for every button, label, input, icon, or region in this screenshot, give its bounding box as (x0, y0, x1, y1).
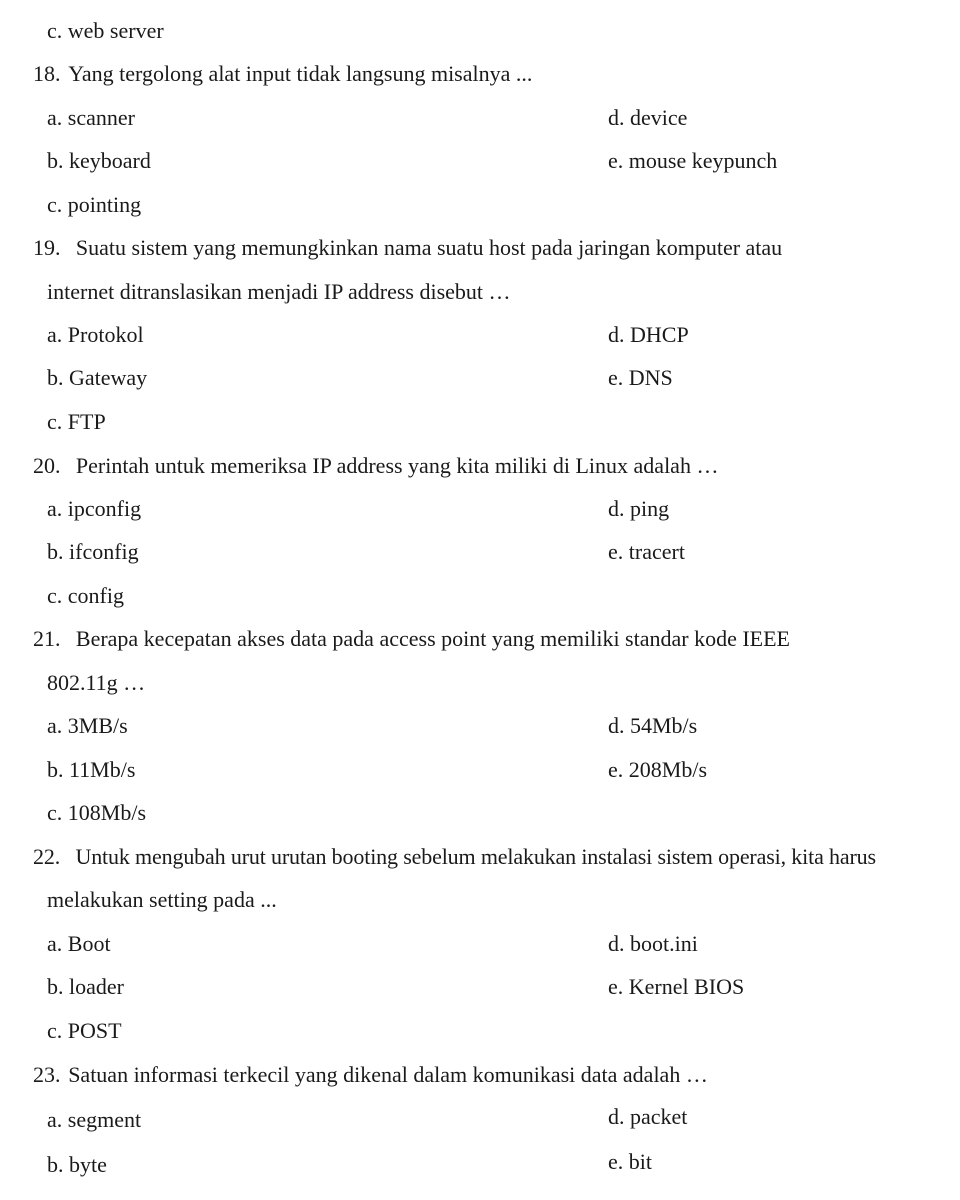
option-d: d. ping (608, 496, 670, 521)
question-number: 22. (33, 844, 61, 869)
question-text: Suatu sistem yang memungkinkan nama suatu host pada jaringan komputer atau (75, 235, 783, 260)
question-number: 20. (33, 453, 61, 478)
question-22 (33, 844, 876, 870)
question-text-continued: internet ditranslasikan menjadi IP address disebut … (47, 279, 511, 304)
option-b: b. loader (47, 974, 124, 999)
option-e: e. 208Mb/s (608, 757, 707, 782)
question-text: Satuan informasi terkecil yang dikenal dalam komunikasi data adalah … (68, 1062, 708, 1087)
option-d: d. device (608, 105, 688, 130)
prev-question-option-c: c. web server (47, 18, 164, 43)
question-number: 19. (33, 235, 61, 260)
question-text: Untuk mengubah urut urutan booting sebelum melakukan instalasi sistem operasi, kita harus (75, 844, 876, 869)
option-e: e. DNS (608, 365, 673, 390)
option-b: b. 11Mb/s (47, 757, 136, 782)
option-e: e. bit (608, 1149, 652, 1174)
option-a: a. scanner (47, 105, 135, 130)
question-19 (33, 235, 782, 261)
option-e: e. Kernel BIOS (608, 974, 745, 999)
option-d: d. packet (608, 1104, 688, 1129)
option-b: b. keyboard (47, 148, 151, 173)
option-d: d. DHCP (608, 322, 689, 347)
option-c: c. config (47, 583, 124, 608)
question-text-continued: 802.11g … (47, 670, 146, 695)
option-c: c. POST (47, 1018, 122, 1043)
option-e: e. tracert (608, 539, 685, 564)
option-e: e. mouse keypunch (608, 148, 778, 173)
option-a: a. 3MB/s (47, 713, 128, 738)
option-b: b. Gateway (47, 365, 148, 390)
option-c: c. pointing (47, 192, 142, 217)
question-text: Yang tergolong alat input tidak langsung misalnya ... (68, 61, 533, 86)
question-text: Perintah untuk memeriksa IP address yang kita miliki di Linux adalah … (75, 453, 719, 478)
question-number: 21. (33, 626, 61, 651)
option-c: c. FTP (47, 409, 106, 434)
question-text: Berapa kecepatan akses data pada access point yang memiliki standar kode IEEE (75, 626, 790, 651)
option-d: d. boot.ini (608, 931, 698, 956)
question-number: 23. (33, 1062, 61, 1087)
question-text-continued: melakukan setting pada ... (47, 887, 277, 912)
option-a: a. ipconfig (47, 496, 142, 521)
question-21 (33, 626, 790, 652)
option-a: a. Protokol (47, 322, 144, 347)
option-a: a. segment (47, 1107, 142, 1132)
option-d: d. 54Mb/s (608, 713, 698, 738)
question-number: 18. (33, 61, 61, 86)
question-23 (33, 1062, 708, 1088)
question-20 (33, 453, 718, 479)
question-18 (33, 61, 532, 87)
option-c: c. 108Mb/s (47, 800, 146, 825)
option-a: a. Boot (47, 931, 111, 956)
option-b: b. byte (47, 1152, 107, 1177)
option-b: b. ifconfig (47, 539, 139, 564)
